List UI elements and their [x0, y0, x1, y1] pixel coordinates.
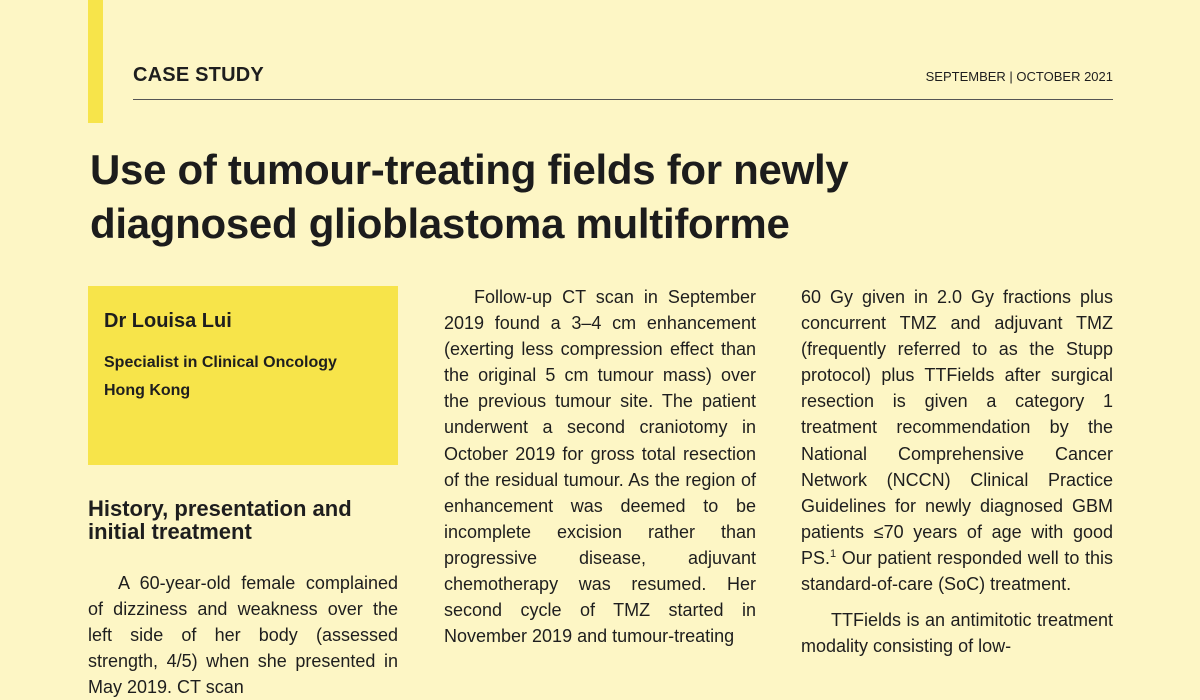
body-column-1 [88, 570, 398, 700]
section-heading: History, presentation and initial treatment [88, 496, 352, 544]
section-label: CASE STUDY [133, 64, 264, 86]
title-line-2: diagnosed glioblastoma multiforme [90, 200, 790, 247]
body-column-2 [444, 284, 756, 649]
article-title [90, 143, 1090, 251]
author-box [88, 286, 398, 465]
accent-bar [88, 0, 103, 123]
issue-date: SEPTEMBER | OCTOBER 2021 [925, 69, 1113, 84]
paragraph: A 60-year-old female complained of dizziness and weakness over the left side of her body (assessed strength, 4/5) when she presented in May 2019. CT scan [88, 573, 398, 698]
title-line-1: Use of tumour-treating fields for newly [90, 146, 849, 193]
paragraph-text: 60 Gy given in 2.0 Gy fractions plus concurrent TMZ and adjuvant TMZ (frequently referred to as the Stupp protocol) plus TTFields after surgical resection is given a category 1 treatment recommendation by the National Comprehensive Cancer Network (NCCN) Clinical Practice Guidelines for newly diagnosed GBM patients ≤70 years of age with good PS. [801, 287, 1113, 568]
author-specialty: Specialist in Clinical Oncology [104, 354, 337, 371]
paragraph [801, 284, 1113, 597]
page-header [133, 60, 1113, 100]
paragraph-text-end: Our patient responded well to this standard-of-care (SoC) treatment. [801, 547, 1113, 595]
author-name: Dr Louisa Lui [104, 310, 232, 332]
author-location: Hong Kong [104, 382, 191, 399]
paragraph: Follow-up CT scan in September 2019 found a 3–4 cm enhancement (exerting less compression effect than the original 5 cm tumour mass) over the previous tumour site. The patient underwent a second craniotomy in October 2019 for gross total resection of the residual tumour. As the region of enhancement was deemed to be incomplete excision rather than progressive disease, adjuvant chemotherapy was resumed. Her second cycle of TMZ started in November 2019 and tumour-treating [444, 287, 756, 647]
body-column-3 [801, 284, 1113, 659]
paragraph: TTFields is an antimitotic treatment modality consisting of low- [801, 610, 1113, 657]
reference-marker: 1 [830, 547, 837, 560]
